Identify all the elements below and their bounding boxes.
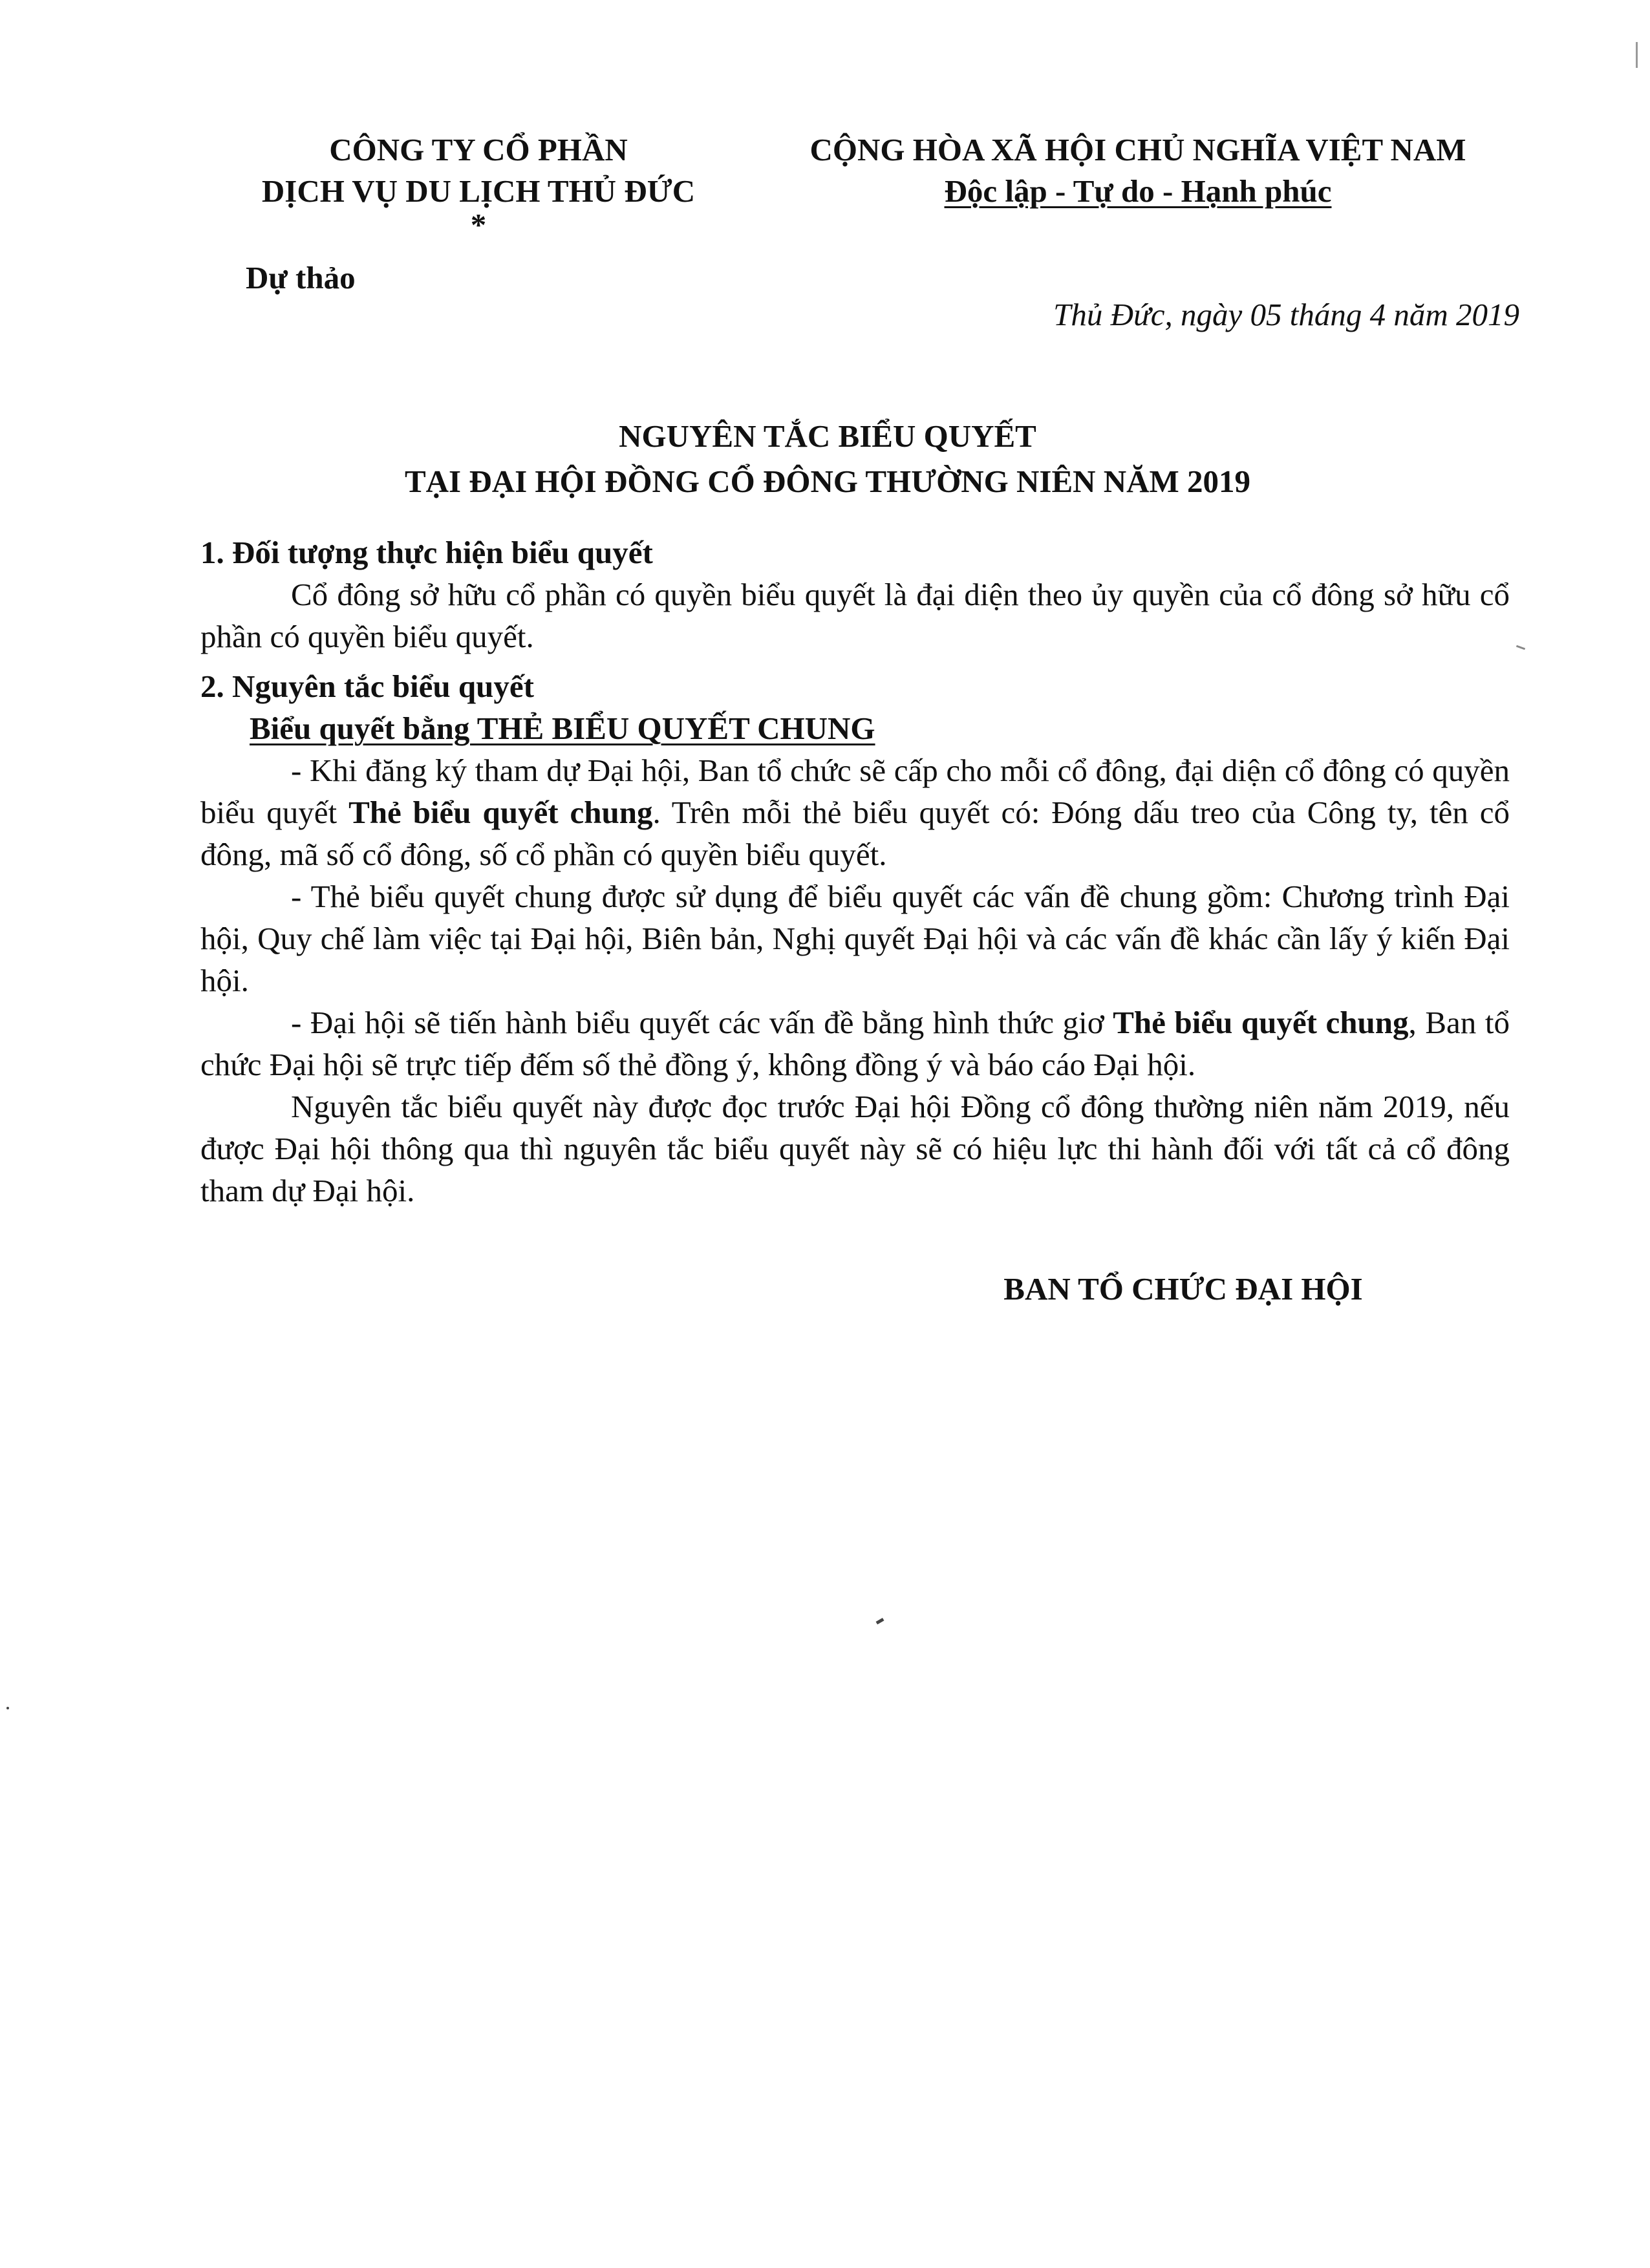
scan-speck	[876, 1618, 884, 1624]
republic-block	[756, 129, 1519, 212]
document-body	[200, 531, 1510, 1212]
signature-org: BAN TỔ CHỨC ĐẠI HỘI	[1003, 1271, 1363, 1307]
bold-term-voting-card: Thẻ biểu quyết chung	[1113, 1005, 1409, 1040]
company-line-1: CÔNG TY CỔ PHẦN	[329, 132, 628, 167]
scan-speck	[6, 1707, 9, 1709]
scan-speck	[1516, 645, 1525, 650]
bullet-3: - Đại hội sẽ tiến hành biểu quyết các vấn đề bằng hình thức giơ Thẻ biểu quyết chung, Ban tổ chức Đại hội sẽ trực tiếp đếm số thẻ đồng ý, không đồng ý và báo cáo Đại hội.	[200, 1005, 1510, 1082]
company-name-block	[194, 129, 763, 242]
place-date: Thủ Đức, ngày 05 tháng 4 năm 2019	[1053, 297, 1519, 332]
section-2-heading: 2. Nguyên tắc biểu quyết	[200, 669, 534, 704]
section-2-subheading: Biểu quyết bằng THẺ BIỂU QUYẾT CHUNG	[250, 711, 875, 746]
document-title	[194, 414, 1461, 504]
section-1-paragraph: Cổ đông sở hữu cổ phần có quyền biểu quyết là đại diện theo ủy quyền của cổ đông sở hữu cổ phần có quyền biểu quyết.	[200, 577, 1510, 654]
title-line-1: NGUYÊN TẮC BIỂU QUYẾT	[619, 418, 1036, 454]
closing-paragraph: Nguyên tắc biểu quyết này được đọc trước Đại hội Đồng cổ đông thường niên năm 2019, nếu được Đại hội thông qua thì nguyên tắc biểu quyết này sẽ có hiệu lực thi hành đối với tất cả cổ đông tham dự Đại hội.	[200, 1089, 1510, 1208]
scan-edge-mark	[1636, 42, 1638, 68]
republic-line-1: CỘNG HÒA XÃ HỘI CHỦ NGHĨA VIỆT NAM	[809, 132, 1466, 167]
bold-term-voting-card: Thẻ biểu quyết chung	[348, 795, 653, 830]
company-line-2: DỊCH VỤ DU LỊCH THỦ ĐỨC	[261, 173, 696, 209]
section-1-heading: 1. Đối tượng thực hiện biểu quyết	[200, 535, 653, 570]
header-star: *	[470, 207, 487, 242]
bullet-1: - Khi đăng ký tham dự Đại hội, Ban tổ chức sẽ cấp cho mỗi cổ đông, đại diện cổ đông có quyền biểu quyết Thẻ biểu quyết chung. Trên mỗi thẻ biểu quyết có: Đóng dấu treo của Công ty, tên cổ đông, mã số cổ đông, số cổ phần có quyền biểu quyết.	[200, 753, 1510, 872]
motto-line: Độc lập - Tự do - Hạnh phúc	[944, 173, 1332, 209]
draft-label: Dự thảo	[246, 260, 356, 295]
title-line-2: TẠI ĐẠI HỘI ĐỒNG CỔ ĐÔNG THƯỜNG NIÊN NĂM 2019	[404, 464, 1251, 499]
bullet-2: - Thẻ biểu quyết chung được sử dụng để biểu quyết các vấn đề chung gồm: Chương trình Đại hội, Quy chế làm việc tại Đại hội, Biên bản, Nghị quyết Đại hội và các vấn đề khác cần lấy ý kiến Đại hội.	[200, 879, 1510, 998]
